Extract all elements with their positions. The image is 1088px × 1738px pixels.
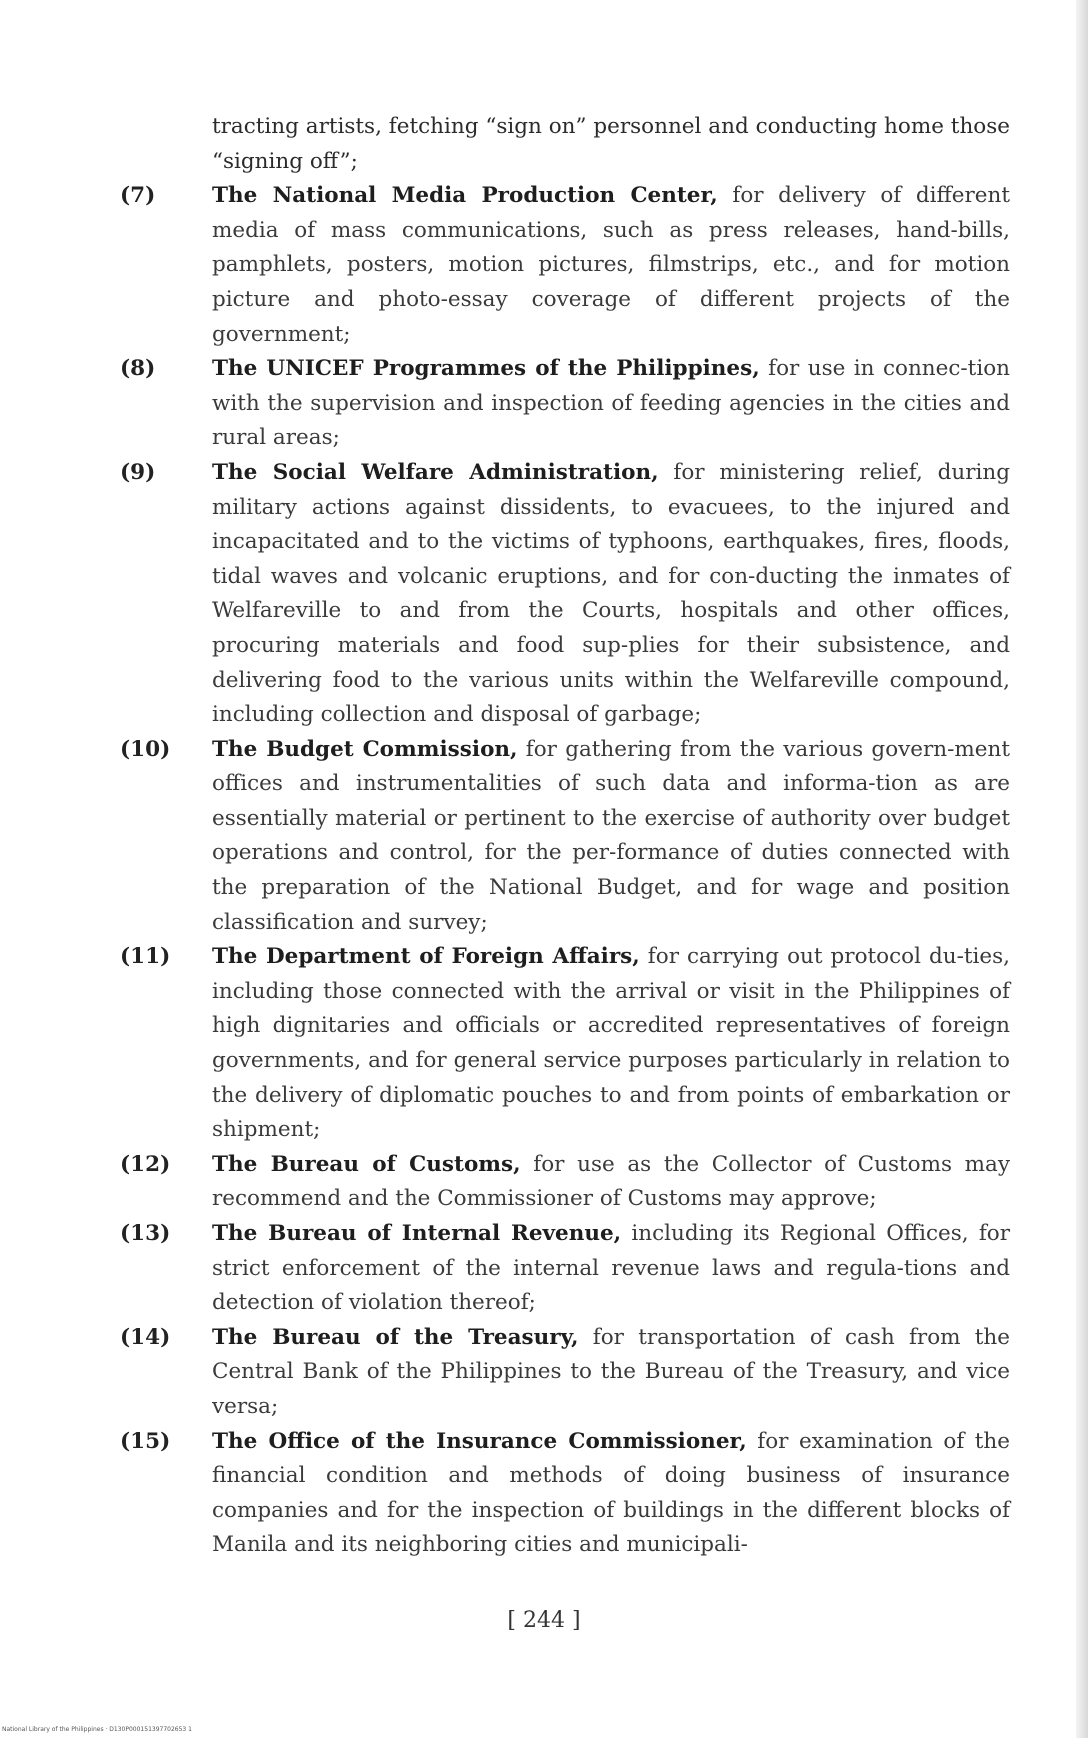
list-item-7: [120, 179, 1010, 352]
item-number: (15): [120, 1428, 171, 1454]
list-item-10: [120, 733, 1010, 941]
item-number: (13): [120, 1221, 171, 1246]
item-agency: The Department of Foreign Affairs,: [212, 944, 640, 970]
item-purpose: for transportation of cash from the Central Bank of the Philippines to the Bureau of the Treasury, and vice versa;: [212, 1324, 1011, 1419]
item-agency: The Office of the Insurance Commissioner,: [212, 1428, 747, 1454]
item-agency: The Budget Commission,: [212, 736, 518, 762]
item-purpose: for use in connec-tion with the supervision and inspection of feeding agencies in the cities and rural areas;: [212, 356, 1010, 451]
item-number: (8): [120, 356, 156, 382]
item-purpose: for delivery of different media of mass communications, such as press releases, hand-bills, pamphlets, posters, motion pictures, filmstrips, etc., and for motion picture and photo-essay coverage of different projects of the government;: [212, 183, 1010, 347]
item-agency: The Bureau of Internal Revenue,: [212, 1221, 622, 1246]
list-item-8: [120, 352, 1010, 456]
item-purpose: for carrying out protocol du-ties, including those connected with the arrival or visit in the Philippines of high dignitaries and officials or accredited representatives of foreign governments, and for general service purposes particularly in relation to the delivery of diplomatic pouches to and from points of embarkation or shipment;: [212, 944, 1010, 1143]
item-purpose: including its Regional Offices, for strict enforcement of the internal revenue laws and regula-tions and detection of violation thereof;: [212, 1221, 1011, 1316]
item-agency: The Bureau of Customs,: [212, 1151, 521, 1177]
item-number: (7): [120, 183, 156, 209]
scan-edge: [1076, 0, 1088, 1738]
item-purpose: for use as the Collector of Customs may recommend and the Commissioner of Customs may approve;: [212, 1151, 1011, 1212]
item-agency: The Bureau of the Treasury,: [212, 1324, 579, 1350]
list-item-11: [120, 940, 1010, 1148]
list-item-15: [120, 1425, 1010, 1563]
body-text: [120, 110, 1010, 1563]
list-item-14: [120, 1321, 1010, 1425]
item-number: (9): [120, 459, 156, 485]
item-agency: The UNICEF Programmes of the Philippines,: [212, 356, 760, 382]
item-purpose: for gathering from the various govern-ment offices and instrumentalities of such data and informa-tion as are essentially material or pertinent to the exercise of authority over budget operations and control, for the per-formance of duties connected with the preparation of the National Budget, and for wage and position classification and survey;: [212, 736, 1010, 935]
continuation-paragraph: [120, 110, 1010, 179]
item-purpose: for ministering relief, during military actions against dissidents, to evacuees, to the injured and incapacitated and to the victims of typhoons, earthquakes, fires, floods, tidal waves and volcanic eruptions, and for con-ducting the inmates of Welfareville to and from the Courts, hospitals and other offices, procuring materials and food sup-plies for their subsistence, and delivering food to the various units within the Welfareville compound, including collection and disposal of garbage;: [212, 459, 1010, 728]
continuation-text: tracting artists, fetching “sign on” personnel and conducting home those “signing off”;: [212, 114, 1010, 174]
item-number: (12): [120, 1151, 171, 1177]
list-item-13: [120, 1217, 1010, 1321]
list-item-12: [120, 1148, 1010, 1217]
list-item-9: [120, 456, 1010, 733]
page-number: [ 244 ]: [507, 1608, 581, 1633]
item-agency: The National Media Production Center,: [212, 183, 718, 209]
item-number: (14): [120, 1324, 171, 1350]
item-purpose: for examination of the financial condition and methods of doing business of insurance companies and for the inspection of buildings in the different blocks of Manila and its neighboring cities and municipali-: [212, 1428, 1010, 1558]
item-number: (11): [120, 944, 171, 970]
item-number: (10): [120, 736, 171, 762]
archive-footer-note: National Library of the Philippines · D130P000151397702653 1: [2, 1726, 192, 1733]
item-agency: The Social Welfare Administration,: [212, 459, 659, 485]
